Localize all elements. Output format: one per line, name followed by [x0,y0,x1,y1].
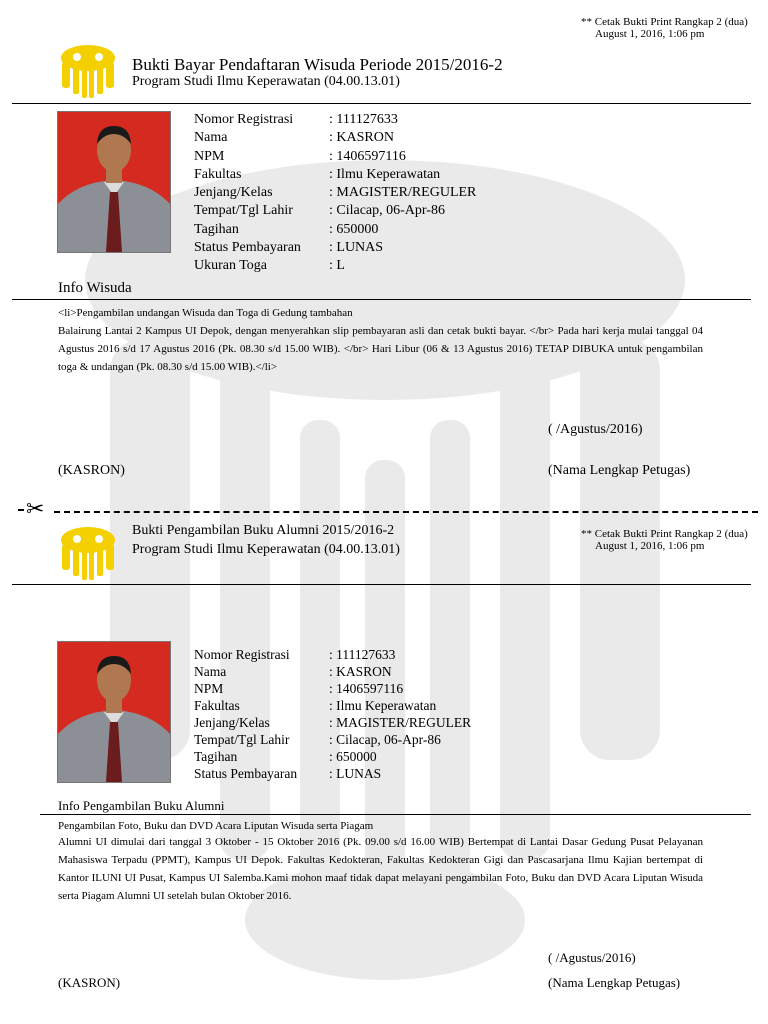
info-alumni-title: Info Pengambilan Buku Alumni [58,798,225,813]
field-row: Ukuran Toga : L [194,258,345,274]
field-row: Nomor Registrasi : 111127633 [194,112,398,127]
cut-line-stub [18,509,24,511]
info-wisuda-line1: <li>Pengambilan undangan Wisuda dan Toga di Gedung tambahan [58,307,353,319]
field-row: Nomor Registrasi : 111127633 [194,647,396,662]
field-row: Tempat/Tgl Lahir : Cilacap, 06-Apr-86 [194,732,441,747]
receipt2-title: Bukti Pengambilan Buku Alumni 2015/2016-2 [132,523,395,538]
field-row: Nama : KASRON [194,130,394,146]
officer-signature: (Nama Lengkap Petugas) [548,463,691,478]
student-info [194,646,471,782]
field-row: Status Pembayaran : LUNAS [194,766,382,781]
student-signature: (KASRON) [58,463,125,478]
field-row: Tagihan : 650000 [194,221,379,237]
field-row: Status Pembayaran : LUNAS [194,240,384,256]
info-alumni-text: Alumni UI dimulai dari tanggal 3 Oktober - 15 Oktober 2016 (Pk. 09.00 s/d 16.00 WIB) Bertempat di Lantai Dasar Gedung Pusat Pelayanan Mahasiswa Terpadu (PPMT), Kampus UI Depok. Fakultas Kedokteran, Fakultas Kedokteran Gigi dan Pascasarjana Ilmu Kajian bertempat di Kantor ILUNI UI Pusat, Kampus UI Salemba.Kami mohon maaf tidak dapat melayani pengambilan Foto, Buku dan DVD Acara Liputan Wisuda serta Piagam Alumni UI setelah bulan Oktober 2016. [58,836,703,902]
divider [40,814,751,815]
field-row: Tagihan : 650000 [194,749,377,764]
field-row: Fakultas : Ilmu Keperawatan [194,698,437,713]
divider [12,299,751,300]
university-logo [58,40,118,100]
student-signature: (KASRON) [58,975,121,990]
student-photo [57,111,171,253]
student-photo [57,641,171,783]
field-row: Jenjang/Kelas : MAGISTER/REGULER [194,715,472,730]
date-blank: ( /Agustus/2016) [548,422,643,437]
officer-signature: (Nama Lengkap Petugas) [548,975,681,990]
field-row: Tempat/Tgl Lahir : Cilacap, 06-Apr-86 [194,203,445,219]
info-wisuda-text: Balairung Lantai 2 Kampus UI Depok, dengan menyerahkan slip pembayaran asli dan cetak bukti bayar. </br> Pada hari kerja mulai tanggal 04 Agustus 2016 s/d 17 Agustus 2016 (Pk. 08.30 s/d 15.00 WIB). </br> Hari Libur (06 & 13 Agustus 2016) TETAP DIBUKA untuk pengambilan toga & undangan (Pk. 08.30 s/d 15.00 WIB).</li> [58,325,703,373]
field-row: Fakultas : Ilmu Keperawatan [194,166,441,182]
scissors-icon: ✂ [26,497,45,522]
date-blank: ( /Agustus/2016) [548,950,636,965]
field-row: Nama : KASRON [194,664,392,679]
program-subtitle: Program Studi Ilmu Keperawatan (04.00.13.01) [132,74,400,89]
student-info [194,111,476,276]
divider [12,584,751,585]
dashed-line [54,511,758,513]
field-row: NPM : 1406597116 [194,148,406,164]
field-row: Jenjang/Kelas : MAGISTER/REGULER [194,185,477,201]
info-alumni-line1: Pengambilan Foto, Buku dan DVD Acara Liputan Wisuda serta Piagam [58,820,374,832]
divider [12,103,751,104]
print-note: ** Cetak Bukti Print Rangkap 2 (dua) August 1, 2016, 1:06 pm [581,16,748,40]
info-wisuda-title: Info Wisuda [58,280,132,296]
field-row: NPM : 1406597116 [194,681,404,696]
page-title: Bukti Bayar Pendaftaran Wisuda Periode 2015/2016-2 [132,55,503,74]
university-logo [58,522,118,582]
print-note: ** Cetak Bukti Print Rangkap 2 (dua) August 1, 2016, 1:06 pm [581,528,748,552]
program-subtitle: Program Studi Ilmu Keperawatan (04.00.13.01) [132,542,400,557]
cut-line [18,497,758,522]
